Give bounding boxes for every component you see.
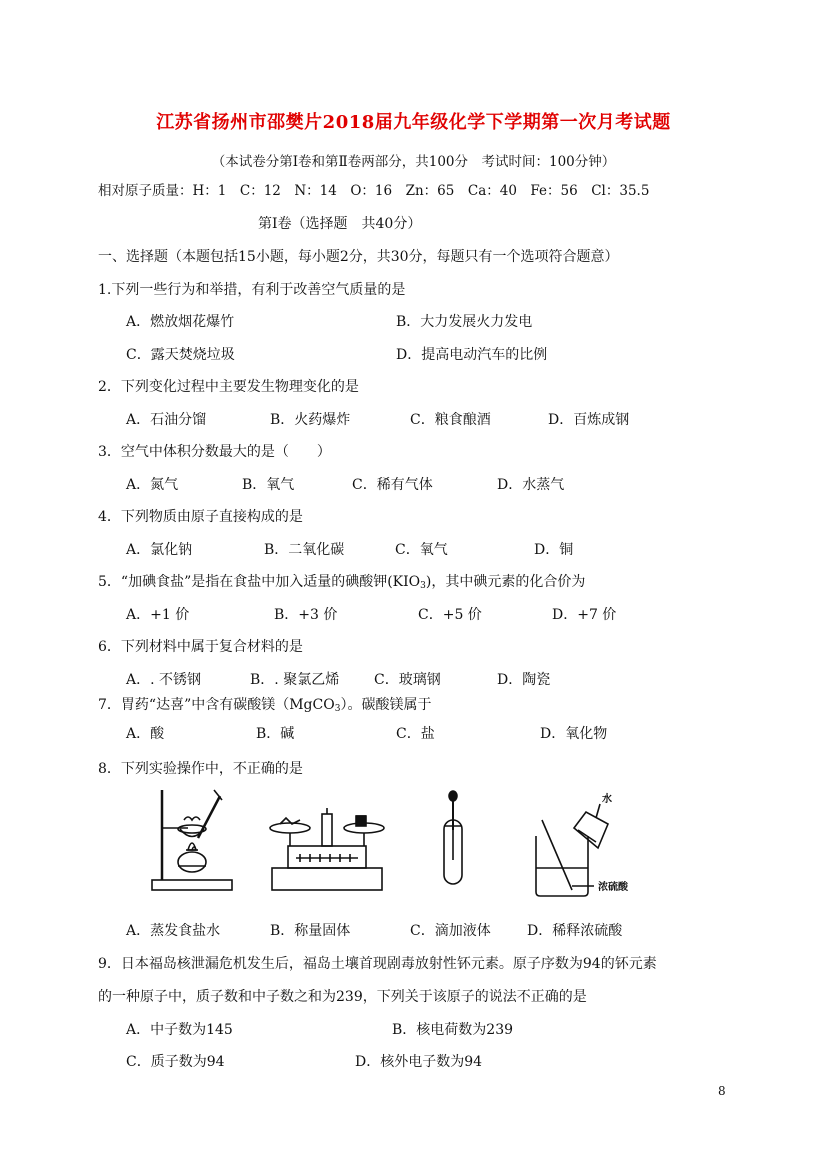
question-9-stem-line-2: 的一种原子中，质子数和中子数之和为239，下列关于该原子的说法不正确的是 — [98, 989, 587, 1005]
question-7-option-d: D．氧化物 — [540, 726, 608, 742]
question-1-option-a: A．燃放烟花爆竹 — [126, 314, 235, 330]
concentrated-acid-label: 浓硫酸 — [598, 882, 628, 893]
question-1-stem: 1.下列一些行为和举措，有利于改善空气质量的是 — [98, 282, 406, 298]
question-4-option-d: D．铜 — [534, 542, 574, 558]
question-2-option-d: D．百炼成钢 — [548, 412, 630, 428]
question-3-stem: 3．空气中体积分数最大的是（ ） — [98, 444, 331, 460]
question-3-option-c: C．稀有气体 — [352, 477, 433, 493]
question-8-option-c: C．滴加液体 — [410, 923, 491, 939]
question-2-stem: 2．下列变化过程中主要发生物理变化的是 — [98, 379, 359, 395]
question-5-option-a: A．+1 价 — [126, 607, 190, 623]
question-5-option-c: C．+5 价 — [418, 607, 482, 623]
question-2-option-a: A．石油分馏 — [126, 412, 207, 428]
question-5-option-d: D．+7 价 — [552, 607, 617, 623]
question-9-option-b: B．核电荷数为239 — [392, 1022, 514, 1038]
question-5-stem: 5．“加碘食盐”是指在食盐中加入适量的碘酸钾$(KIO_3)$，其中碘元素的化合价为 — [98, 574, 586, 591]
question-6-option-c: C．玻璃钢 — [374, 672, 441, 688]
question-4-option-c: C．氧气 — [395, 542, 448, 558]
question-9-option-c: C．质子数为94 — [126, 1054, 225, 1070]
water-label: 水 — [602, 794, 612, 805]
page-title: 江苏省扬州市邵樊片2018届九年级化学下学期第一次月考试题 — [156, 112, 671, 133]
question-2-option-c: C．粮食酿酒 — [410, 412, 491, 428]
question-8-option-b: B．称量固体 — [270, 923, 351, 939]
question-9-stem-line-1: 9．日本福岛核泄漏危机发生后，福岛土壤首现剧毒放射性钚元素。原子序数为94的钚元素 — [98, 956, 657, 972]
question-1-option-c: C．露天焚烧垃圾 — [126, 347, 235, 363]
question-6-option-d: D．陶瓷 — [497, 672, 551, 688]
question-6-stem: 6．下列材料中属于复合材料的是 — [98, 639, 303, 655]
question-1-option-b: B．大力发展火力发电 — [396, 314, 533, 330]
question-6-option-a: A．. 不锈钢 — [126, 672, 202, 688]
question-7-option-a: A．酸 — [126, 726, 165, 742]
question-2-option-b: B．火药爆炸 — [270, 412, 351, 428]
question-3-option-d: D．水蒸气 — [497, 477, 565, 493]
dropper-test-tube-figure — [438, 790, 468, 894]
question-6-option-b: B．. 聚氯乙烯 — [250, 672, 340, 688]
atomic-mass-line: 相对原子质量：H：1 C：12 N：14 O：16 Zn：65 Ca：40 Fe：56 Cl：35.5 — [98, 183, 650, 199]
question-3-option-a: A．氮气 — [126, 477, 179, 493]
exam-note: （本试卷分第Ⅰ卷和第Ⅱ卷两部分，共100分 考试时间：100分钟） — [211, 154, 616, 170]
question-8-option-d: D．稀释浓硫酸 — [527, 923, 623, 939]
section-heading: 第Ⅰ卷（选择题 共40分） — [258, 216, 422, 232]
balance-scale-figure — [266, 806, 388, 896]
question-4-option-a: A．氯化钠 — [126, 542, 193, 558]
question-8-stem: 8．下列实验操作中，不正确的是 — [98, 761, 303, 777]
question-3-option-b: B．氧气 — [242, 477, 295, 493]
question-7-option-c: C．盐 — [396, 726, 435, 742]
question-8-option-a: A．蒸发食盐水 — [126, 923, 221, 939]
question-9-option-a: A．中子数为145 — [126, 1022, 233, 1038]
diluting-acid-figure — [528, 790, 654, 900]
question-1-option-d: D．提高电动汽车的比例 — [396, 347, 548, 363]
evaporation-apparatus-figure — [148, 788, 240, 894]
page-number: 8 — [718, 1084, 726, 1098]
question-7-stem: 7．胃药“达喜”中含有碳酸镁（MgCO$_3$）。碳酸镁属于 — [98, 697, 432, 714]
question-7-option-b: B．碱 — [256, 726, 295, 742]
question-5-option-b: B．+3 价 — [274, 607, 338, 623]
question-4-stem: 4．下列物质由原子直接构成的是 — [98, 509, 303, 525]
question-4-option-b: B．二氧化碳 — [264, 542, 345, 558]
question-9-option-d: D．核外电子数为94 — [355, 1054, 483, 1070]
part-heading: 一、选择题（本题包括15小题，每小题2分，共30分，每题只有一个选项符合题意） — [98, 249, 619, 265]
